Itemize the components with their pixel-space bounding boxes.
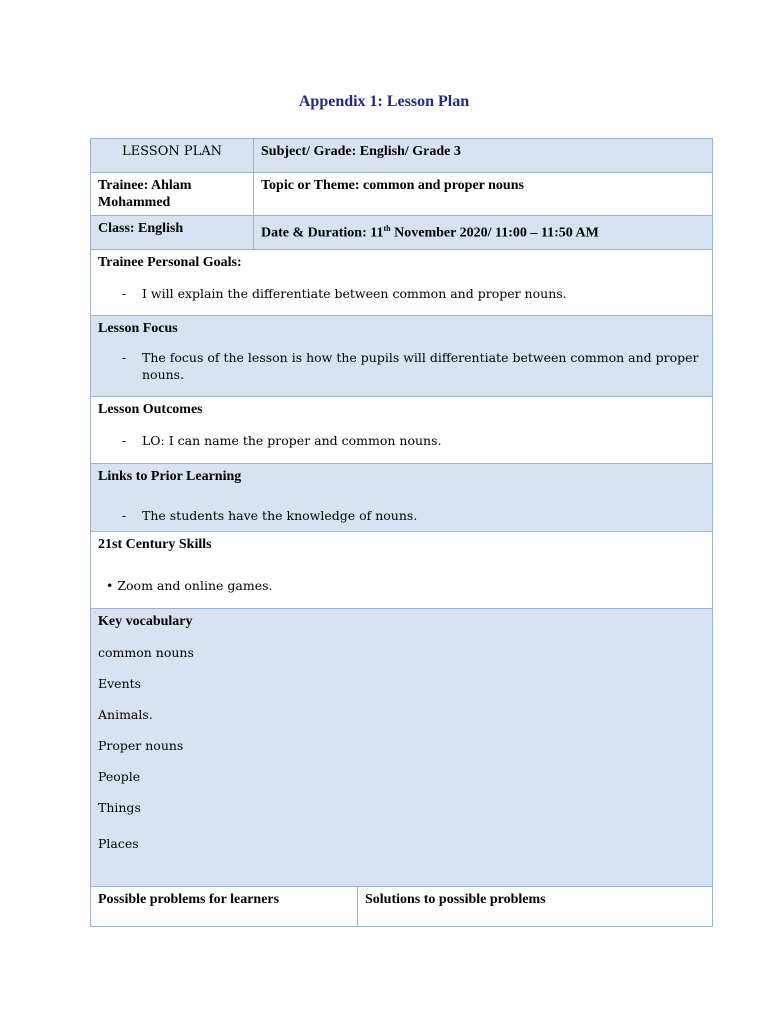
focus-cell <box>91 316 713 397</box>
outcomes-text: LO: I can name the proper and common nouns. <box>142 433 442 448</box>
vocab-item: Events <box>98 676 142 691</box>
prior-row <box>91 464 713 532</box>
goals-text: I will explain the differentiate between common and proper nouns. <box>142 286 567 301</box>
vocab-item: common nouns <box>98 645 194 660</box>
date-suffix: November 2020/ 11:00 – 11:50 AM <box>390 225 599 241</box>
dash-marker: - <box>121 350 127 365</box>
vocab-item: Animals. <box>98 707 153 722</box>
vocab-item: Places <box>98 836 139 851</box>
dash-marker: - <box>121 508 127 523</box>
skills-row <box>91 532 713 609</box>
vocab-item: Things <box>98 800 141 815</box>
skills-text: • Zoom and online games. <box>106 578 273 593</box>
goals-heading: Trainee Personal Goals: <box>98 255 242 270</box>
date-duration <box>254 216 713 250</box>
header-row-2 <box>91 173 713 216</box>
solutions-heading: Solutions to possible problems <box>358 887 713 927</box>
focus-item <box>98 349 705 383</box>
skills-heading: 21st Century Skills <box>98 537 212 552</box>
lesson-plan-table <box>90 138 713 927</box>
prior-heading: Links to Prior Learning <box>98 469 242 484</box>
focus-heading: Lesson Focus <box>98 321 178 336</box>
outcomes-cell <box>91 397 713 464</box>
header-row-3 <box>91 216 713 250</box>
subject-grade: Subject/ Grade: English/ Grade 3 <box>254 139 713 173</box>
header-row-1 <box>91 139 713 173</box>
lesson-plan-label: LESSON PLAN <box>91 139 254 173</box>
dash-marker: - <box>121 286 127 301</box>
vocab-item: People <box>98 769 141 784</box>
goals-item <box>98 285 705 302</box>
outcomes-item <box>98 432 705 449</box>
vocab-item: Proper nouns <box>98 738 184 753</box>
page-title: Appendix 1: Lesson Plan <box>298 93 470 110</box>
outcomes-row <box>91 397 713 464</box>
outcomes-heading: Lesson Outcomes <box>98 402 203 417</box>
prior-item <box>98 507 705 524</box>
trainee-name: Trainee: Ahlam Mohammed <box>91 173 254 216</box>
focus-text: The focus of the lesson is how the pupils will differentiate between common and proper nouns. <box>142 350 699 382</box>
topic-theme: Topic or Theme: common and proper nouns <box>254 173 713 216</box>
vocabulary-row <box>91 609 713 887</box>
skills-cell <box>91 532 713 609</box>
date-superscript: th <box>383 224 391 233</box>
focus-row <box>91 316 713 397</box>
goals-row <box>91 250 713 316</box>
vocabulary-heading: Key vocabulary <box>98 614 193 629</box>
problems-heading: Possible problems for learners <box>91 887 358 927</box>
prior-text: The students have the knowledge of nouns. <box>142 508 418 523</box>
vocabulary-cell <box>91 609 713 887</box>
dash-marker: - <box>121 433 127 448</box>
goals-cell <box>91 250 713 316</box>
class-name: Class: English <box>91 216 254 250</box>
problems-row <box>91 887 713 927</box>
prior-cell <box>91 464 713 532</box>
date-prefix: Date & Duration: 11 <box>261 225 384 241</box>
